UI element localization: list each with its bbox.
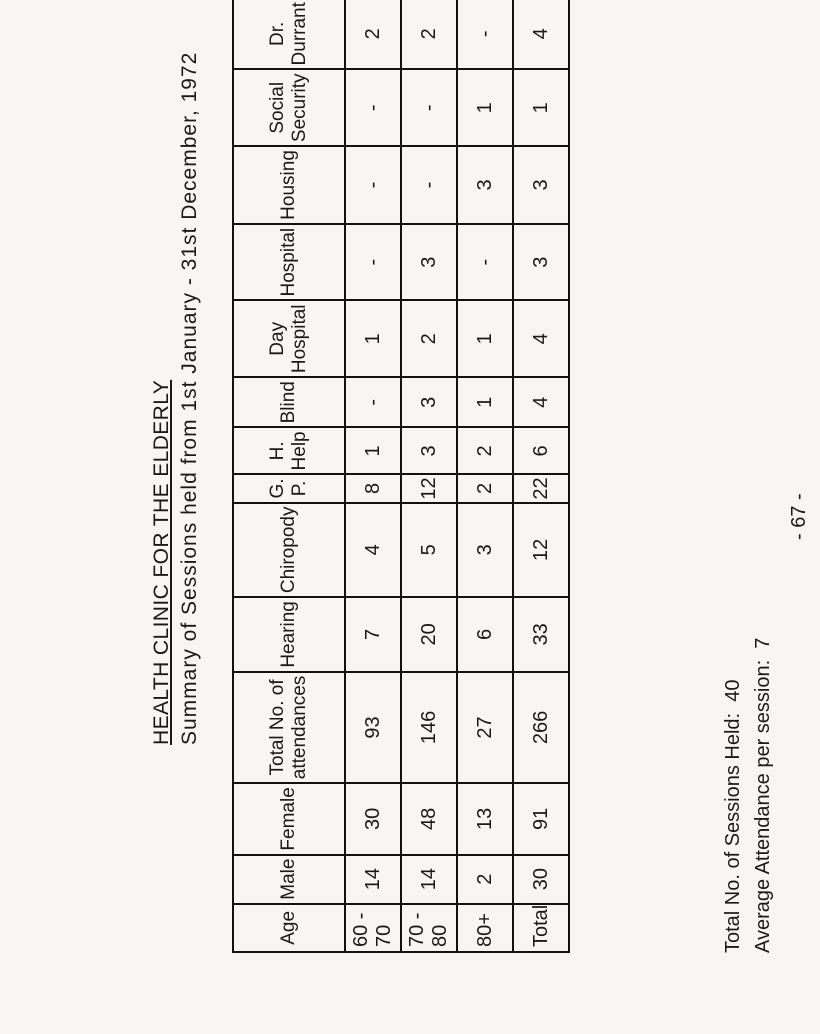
table-cell: 6 xyxy=(457,597,513,672)
age-cell: 60 - 70 xyxy=(345,904,401,952)
table-cell: - xyxy=(457,0,513,69)
table-cell: 91 xyxy=(513,783,569,854)
referrals-table xyxy=(232,0,570,953)
table-cell: 3 xyxy=(401,377,457,427)
rotated-page xyxy=(120,2,820,965)
table-row xyxy=(457,0,513,952)
table-cell: 1 xyxy=(345,427,401,474)
table-cell: 3 xyxy=(513,146,569,224)
table-cell: 2 xyxy=(457,427,513,474)
table-cell: 2 xyxy=(457,855,513,904)
table-cell: 1 xyxy=(457,377,513,427)
table-cell: 20 xyxy=(401,597,457,672)
table-cell: - xyxy=(401,146,457,224)
column-header: Female xyxy=(233,783,345,854)
table-cell: - xyxy=(345,377,401,427)
table-cell: 146 xyxy=(401,672,457,784)
age-cell: 80+ xyxy=(457,904,513,952)
table-cell: 12 xyxy=(513,503,569,598)
column-header: Age xyxy=(233,904,345,952)
table-cell: 2 xyxy=(457,474,513,502)
table-cell: 1 xyxy=(513,69,569,146)
table-cell: 27 xyxy=(457,672,513,784)
average-summary xyxy=(752,638,775,953)
page-number: - 67 - xyxy=(788,493,810,540)
column-header: H. Help xyxy=(233,427,345,474)
column-header: Social Security xyxy=(233,69,345,146)
table-header-row xyxy=(233,0,345,952)
table-cell: 13 xyxy=(457,783,513,854)
table-cell: 2 xyxy=(345,0,401,69)
table-row xyxy=(345,0,401,952)
table-cell: 7 xyxy=(345,597,401,672)
table-cell: 5 xyxy=(401,503,457,598)
column-header: Dr. Durrant xyxy=(233,0,345,69)
table-cell: 4 xyxy=(513,0,569,69)
column-header: Hospital xyxy=(233,224,345,301)
column-header: Total No. of attendances xyxy=(233,672,345,784)
table-cell: - xyxy=(345,146,401,224)
sessions-label: Total No. of Sessions Held: xyxy=(722,712,744,953)
table-cell: 93 xyxy=(345,672,401,784)
table-cell: 4 xyxy=(513,300,569,377)
column-header: Hearing xyxy=(233,597,345,672)
table-cell: 4 xyxy=(345,503,401,598)
age-cell: Total xyxy=(513,904,569,952)
table-cell: 22 xyxy=(513,474,569,502)
column-header: G. P. xyxy=(233,474,345,502)
table-cell: 4 xyxy=(513,377,569,427)
table-cell: - xyxy=(401,69,457,146)
table-cell: 1 xyxy=(345,300,401,377)
table-cell: 6 xyxy=(513,427,569,474)
column-header: Day Hospital xyxy=(233,300,345,377)
table-cell: 3 xyxy=(401,427,457,474)
table-cell: 1 xyxy=(457,300,513,377)
column-header: Chiropody xyxy=(233,503,345,598)
table-row xyxy=(401,0,457,952)
table-cell: 8 xyxy=(345,474,401,502)
table-cell: 48 xyxy=(401,783,457,854)
table-cell: 30 xyxy=(513,855,569,904)
table-cell: 1 xyxy=(457,69,513,146)
table-cell: 266 xyxy=(513,672,569,784)
table-cell: 12 xyxy=(401,474,457,502)
table-cell: 33 xyxy=(513,597,569,672)
column-header: Housing xyxy=(233,146,345,224)
table-cell: 2 xyxy=(401,300,457,377)
table-cell: 3 xyxy=(457,146,513,224)
column-header: Blind xyxy=(233,377,345,427)
average-label: Average Attendance per session: xyxy=(752,659,774,953)
page-title: HEALTH CLINIC FOR THE ELDERLY xyxy=(150,379,173,745)
column-header: Male xyxy=(233,855,345,904)
table-cell: - xyxy=(345,224,401,301)
average-value: 7 xyxy=(752,637,774,649)
table-cell: 30 xyxy=(345,783,401,854)
table-cell: 14 xyxy=(401,855,457,904)
table-cell: 3 xyxy=(513,224,569,301)
table-cell: 3 xyxy=(401,224,457,301)
table-row-total xyxy=(513,0,569,952)
table-cell: - xyxy=(457,224,513,301)
table-cell: 14 xyxy=(345,855,401,904)
sessions-value: 40 xyxy=(722,679,744,702)
sessions-summary xyxy=(722,680,745,954)
table-cell: 3 xyxy=(457,503,513,598)
age-cell: 70 - 80 xyxy=(401,904,457,952)
table-cell: - xyxy=(345,69,401,146)
table-cell: 2 xyxy=(401,0,457,69)
page-subtitle: Summary of Sessions held from 1st January - 31st December, 1972 xyxy=(178,51,201,745)
